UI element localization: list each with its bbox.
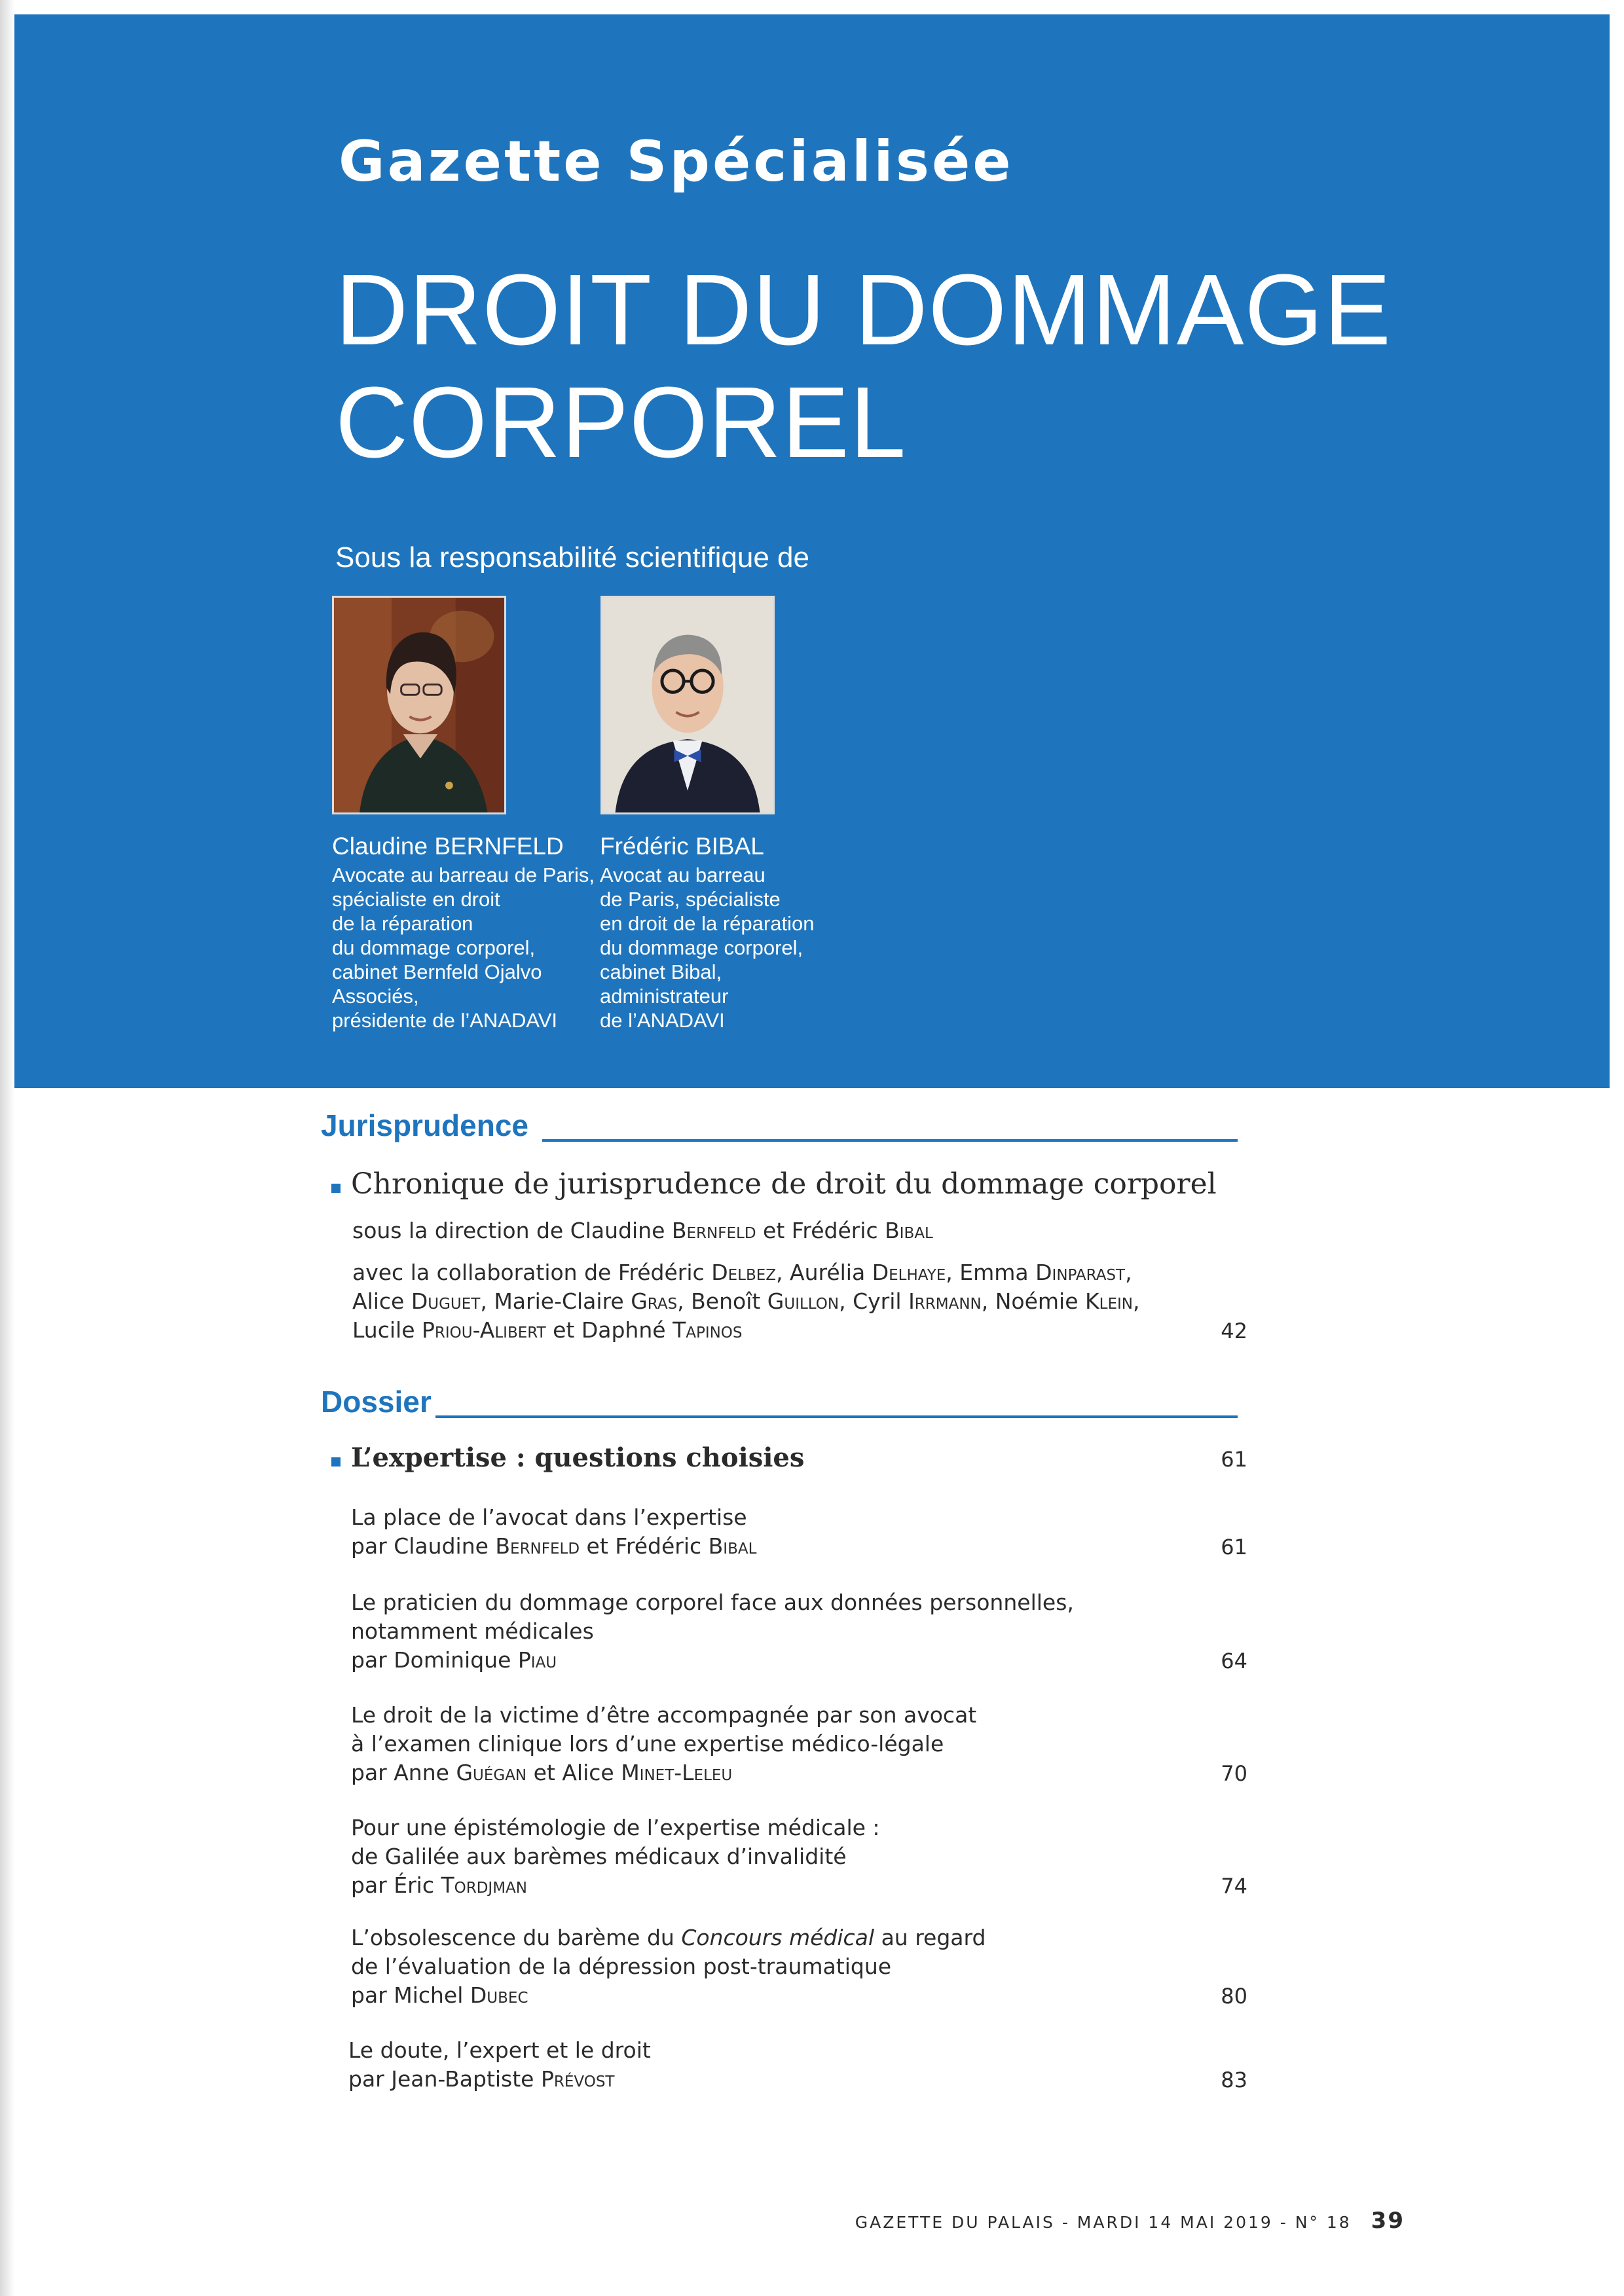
editor-name: Frédéric BIBAL bbox=[600, 833, 764, 860]
editor-bio-line: du dommage corporel, bbox=[600, 936, 803, 959]
author-surname: Klein bbox=[1085, 1288, 1133, 1314]
gazette-kicker: Gazette Spécialisée bbox=[339, 129, 1014, 194]
article-author bbox=[351, 1872, 527, 1898]
text: par Jean-Baptiste bbox=[348, 2066, 541, 2092]
bullet-square-icon bbox=[331, 1457, 341, 1467]
editor-bio-line: de l’ANADAVI bbox=[600, 1009, 725, 1032]
author-surname: Dubec bbox=[470, 1982, 528, 2008]
author-surname: Tordjman bbox=[441, 1872, 527, 1898]
section-heading-dossier bbox=[321, 1383, 1238, 1422]
editor-photo-bernfeld bbox=[332, 596, 506, 814]
page-title-line-2: CORPOREL bbox=[335, 366, 907, 479]
article-author bbox=[351, 1647, 557, 1673]
text: , Aurélia bbox=[776, 1260, 872, 1285]
text: et Daphné bbox=[545, 1317, 673, 1343]
bullet-square-icon bbox=[331, 1184, 341, 1193]
text: par Claudine bbox=[351, 1533, 496, 1559]
text: , bbox=[1133, 1288, 1140, 1314]
article-author bbox=[351, 1982, 528, 2008]
article-title[interactable] bbox=[351, 1925, 986, 1950]
author-surname: Delhaye bbox=[872, 1260, 946, 1285]
text: au regard bbox=[874, 1925, 986, 1950]
footer-page-number: 39 bbox=[1371, 2208, 1405, 2234]
author-surname: Tapinos bbox=[673, 1317, 743, 1343]
editor-bio-line: spécialiste en droit bbox=[332, 888, 500, 911]
author-surname: Guégan bbox=[456, 1760, 527, 1785]
text: Alice bbox=[352, 1288, 411, 1314]
article-title[interactable]: Le doute, l’expert et le droit bbox=[348, 2037, 651, 2063]
page-number[interactable]: 61 bbox=[1221, 1447, 1247, 1472]
article-title-line-2: de Galilée aux barèmes médicaux d’invalidité bbox=[351, 1844, 847, 1869]
article-title[interactable]: Le droit de la victime d’être accompagnée par son avocat bbox=[351, 1702, 977, 1728]
footer-publication: GAZETTE DU PALAIS - MARDI 14 MAI 2019 - N° 18 bbox=[855, 2213, 1352, 2232]
author-surname: Guillon bbox=[767, 1288, 840, 1314]
editor-bio-line: Avocate au barreau de Paris, bbox=[332, 864, 595, 886]
article-title-line-2: de l’évaluation de la dépression post-traumatique bbox=[351, 1954, 892, 1979]
toc-entry-collaborators-line-2 bbox=[352, 1288, 1140, 1314]
text: par Éric bbox=[351, 1872, 441, 1898]
toc-entry-collaborators-line-1 bbox=[352, 1260, 1132, 1285]
page-number[interactable]: 83 bbox=[1221, 2068, 1247, 2092]
text: , Marie-Claire bbox=[480, 1288, 631, 1314]
author-surname: Delbez bbox=[711, 1260, 777, 1285]
section-heading-jurisprudence bbox=[321, 1106, 1238, 1146]
text: sous la direction de Claudine bbox=[352, 1218, 672, 1243]
text: et Alice bbox=[526, 1760, 621, 1785]
author-surname: Bernfeld bbox=[495, 1533, 580, 1559]
text: L’obsolescence du barème du bbox=[351, 1925, 682, 1950]
editor-bio-line: de Paris, spécialiste bbox=[600, 888, 781, 911]
page-number[interactable]: 74 bbox=[1221, 1874, 1247, 1899]
article-title[interactable]: Le praticien du dommage corporel face aux données personnelles, bbox=[351, 1590, 1074, 1615]
author-surname: Duguet bbox=[411, 1288, 481, 1314]
editor-bio-line: cabinet Bernfeld Ojalvo bbox=[332, 960, 542, 983]
section-rule bbox=[542, 1139, 1238, 1142]
article-title[interactable]: Pour une épistémologie de l’expertise médicale : bbox=[351, 1815, 880, 1840]
page-number[interactable]: 42 bbox=[1221, 1319, 1247, 1343]
editor-bio-line: Avocat au barreau bbox=[600, 864, 766, 886]
text: , bbox=[1125, 1260, 1132, 1285]
text: Lucile bbox=[352, 1317, 422, 1343]
author-surname: Priou-Alibert bbox=[422, 1317, 546, 1343]
author-surname: Irrmann bbox=[908, 1288, 982, 1314]
toc-entry-direction bbox=[352, 1218, 933, 1243]
editor-bio-line: en droit de la réparation bbox=[600, 912, 815, 935]
page-edge-shadow bbox=[0, 0, 14, 2296]
text: avec la collaboration de Frédéric bbox=[352, 1260, 712, 1285]
text: et Frédéric bbox=[580, 1533, 709, 1559]
section-label: Jurisprudence bbox=[321, 1108, 532, 1143]
editors-subtitle: Sous la responsabilité scientifique de bbox=[335, 541, 810, 574]
page-title-line-1: DROIT DU DOMMAGE bbox=[335, 253, 1392, 366]
editor-bio-line: Associés, bbox=[332, 985, 419, 1008]
article-author bbox=[348, 2066, 614, 2092]
page-number[interactable]: 70 bbox=[1221, 1761, 1247, 1786]
article-title-line-2: notamment médicales bbox=[351, 1618, 594, 1644]
text: , Emma bbox=[946, 1260, 1036, 1285]
author-surname: Prévost bbox=[540, 2066, 615, 2092]
editor-bio-line: cabinet Bibal, bbox=[600, 960, 722, 983]
editor-bio-bernfeld bbox=[332, 831, 594, 1032]
editor-bio-line: de la réparation bbox=[332, 912, 473, 935]
author-surname: Bibal bbox=[708, 1533, 757, 1559]
text: , Noémie bbox=[981, 1288, 1086, 1314]
page-number[interactable]: 80 bbox=[1221, 1984, 1247, 2009]
editor-bio-line: administrateur bbox=[600, 985, 729, 1008]
editor-bio-line: du dommage corporel, bbox=[332, 936, 536, 959]
section-rule bbox=[435, 1415, 1238, 1418]
author-surname: Minet-Leleu bbox=[621, 1760, 733, 1785]
page-number[interactable]: 61 bbox=[1221, 1535, 1247, 1559]
editor-bio-bibal bbox=[600, 831, 862, 1032]
article-title[interactable]: La place de l’avocat dans l’expertise bbox=[351, 1504, 747, 1530]
text: et Frédéric bbox=[756, 1218, 885, 1243]
author-surname: Dinparast bbox=[1035, 1260, 1126, 1285]
toc-entry-collaborators-line-3 bbox=[352, 1317, 743, 1343]
toc-entry-title[interactable]: L’expertise : questions choisies bbox=[351, 1442, 805, 1473]
article-title-line-2: à l’examen clinique lors d’une expertise médico-légale bbox=[351, 1731, 944, 1757]
page-footer bbox=[855, 2208, 1405, 2234]
editor-name: Claudine BERNFELD bbox=[332, 833, 564, 860]
toc-entry-title[interactable]: Chronique de jurisprudence de droit du dommage corporel bbox=[351, 1167, 1217, 1201]
text: par Michel bbox=[351, 1982, 470, 2008]
article-author bbox=[351, 1760, 732, 1785]
author-surname: Bibal bbox=[885, 1218, 933, 1243]
article-author bbox=[351, 1533, 756, 1559]
author-surname: Bernfeld bbox=[671, 1218, 756, 1243]
text: par Dominique bbox=[351, 1647, 518, 1673]
text: , Cyril bbox=[839, 1288, 909, 1314]
author-surname: Piau bbox=[517, 1647, 557, 1673]
editor-photo-bibal bbox=[600, 596, 775, 814]
page-title bbox=[335, 253, 1514, 479]
journal-title: Concours médical bbox=[681, 1925, 875, 1950]
section-label: Dossier bbox=[321, 1384, 435, 1419]
page-number[interactable]: 64 bbox=[1221, 1649, 1247, 1673]
text: par Anne bbox=[351, 1760, 456, 1785]
editor-bio-line: présidente de l’ANADAVI bbox=[332, 1009, 558, 1032]
author-surname: Gras bbox=[631, 1288, 678, 1314]
header-banner bbox=[14, 14, 1610, 1088]
text: , Benoît bbox=[677, 1288, 767, 1314]
